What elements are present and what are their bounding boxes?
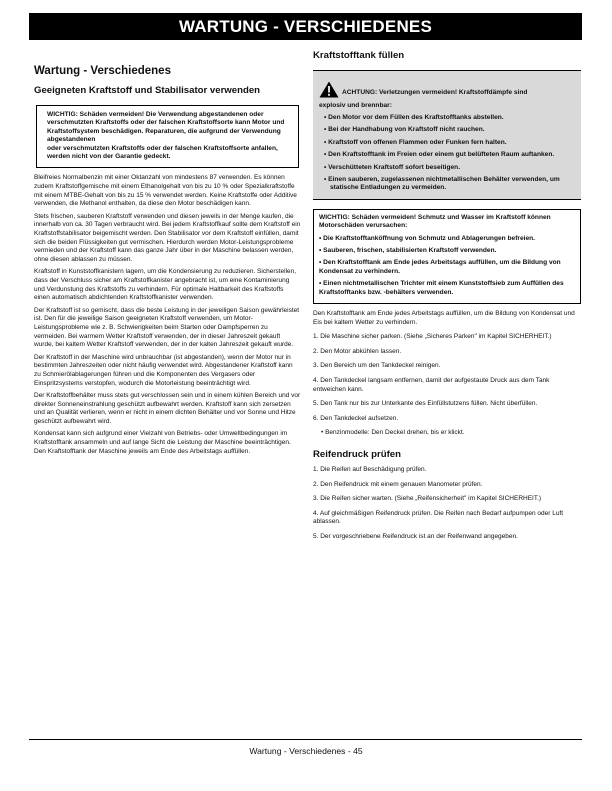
notice-text: • Einen nichtmetallischen Trichter mit einem Kunststoffsieb zum Auffüllen des Kraftstofftanks bzw. -behälters verwenden. — [319, 280, 564, 296]
caution-item: • Den Motor vor dem Füllen des Kraftstofftanks abstellen. — [324, 114, 504, 121]
caution-title: ACHTUNG: Verletzungen vermeiden! Kraftstoffdämpfe sind — [342, 89, 528, 96]
left-column — [34, 50, 301, 456]
step: 5. Den Tank nur bis zur Unterkante des Einfüllstutzens füllen. Nicht überfüllen. — [313, 400, 538, 408]
important-notice-box — [36, 105, 299, 168]
notice-text: WICHTIG: Schäden vermeiden! Schmutz und Wasser im Kraftstoff können Motorschäden verursachen: — [319, 213, 551, 230]
tire-step: 3. Die Reifen sicher warten. (Siehe „Reifensicherheit" im Kapitel SICHERHEIT.) — [313, 495, 542, 503]
caution-title-cont: explosiv und brennbar: — [319, 102, 392, 109]
caution-item: • Verschütteten Kraftstoff sofort beseitigen. — [324, 163, 461, 171]
paragraph: Stets frischen, sauberen Kraftstoff verwenden und diesen jeweils in der Menge kaufen, die innerhalb von ca. 30 Tagen verbraucht wird. Bei jedem Kraftstoffkauf sollte dem Kraftstoff ein Kraftstoffstabilisator beigemischt werden. Den Stabilisator vor dem Kraftstoff einfüllen, damit sich die beiden Flüssigkeiten gut vermischen. Hierdurch werden Motor-Leistungsprobleme vermieden und der Kraftstoff kann das ganze Jahr über in der Maschine belassen werden, ohne diesen ablassen zu müssen. — [34, 212, 301, 263]
section-title: Wartung - Verschiedenes — [34, 65, 171, 77]
step: 3. Den Bereich um den Tankdeckel reinigen. — [313, 362, 441, 370]
page-footer: Wartung - Verschiedenes - 45 — [249, 746, 363, 756]
paragraph: Kondensat kann sich aufgrund einer Vielzahl von Betriebs- oder Umweltbedingungen im Kraftstofftank ansammeln und auf lange Sicht die Leistung der Maschine beeinträchtigen. Den Kraftstofftank der Maschine jeweils am Ende des Arbeitstags auffüllen. — [34, 430, 291, 455]
caution-item: • Einen sauberen, zugelassenen nichtmetallischen Behälter verwenden, um statische Entladungen zu vermeiden. — [324, 176, 560, 192]
caution-list — [319, 114, 575, 193]
paragraph: Bleifreies Normalbenzin mit einer Oktanzahl von mindestens 87 verwenden. Es können zudem Kraftstoffgemische mit einem Ethanolgehalt von bis zu 10 % oder Spezialkraftstoffe mit einem MTBE-Gehalt von bis zu 15 % verwendet werden. Keine Kraftstoffe oder Additive verwenden, die Methanol enthalten, da diese den Motor beschädigen kann. — [34, 174, 297, 208]
tire-step: 4. Auf gleichmäßigen Reifendruck prüfen. Die Reifen nach Bedarf aufpumpen oder Luft ablassen. — [313, 509, 564, 526]
important-notice-box — [313, 209, 581, 304]
step: 4. Den Tankdeckel langsam entfernen, damit der aufgestaute Druck aus dem Tank entweichen kann. — [313, 377, 550, 393]
footer-divider — [29, 739, 582, 740]
right-column — [313, 50, 581, 542]
caution-item: • Den Kraftstofftank im Freien oder einem gut belüfteten Raum auftanken. — [324, 151, 555, 159]
warning-triangle-icon — [319, 81, 339, 98]
notice-text: • Den Kraftstofftank am Ende jedes Arbeitstags auffüllen, um die Bildung von Kondensat zu verhindern. — [319, 259, 561, 275]
tire-step: 5. Der vorgeschriebene Reifendruck ist an der Reifenwand angegeben. — [313, 533, 518, 540]
page-title: WARTUNG - VERSCHIEDENES — [29, 13, 582, 40]
caution-item: • Kraftstoff von offenen Flammen oder Funken fern halten. — [324, 138, 507, 146]
step: 6. Den Tankdeckel aufsetzen. — [313, 414, 399, 422]
tire-step: 1. Die Reifen auf Beschädigung prüfen. — [313, 466, 427, 474]
intro-paragraph: Den Kraftstofftank am Ende jedes Arbeitstags auffüllen, um die Bildung von Kondensat und Eis bei kaltem Wetter zu verhindern. — [313, 310, 575, 326]
notice-text: • Sauberen, frischen, stabilisierten Kraftstoff verwenden. — [319, 247, 497, 255]
paragraph: Kraftstoff in Kunststoffkanistern lagern, um die Kondensierung zu reduzieren. Sicherstellen, dass der Verschluss sicher am Kraftstoffkanister angebracht ist, um eine Kontaminierung und Verdunstung des Kraftstoffs zu verhindern. Für optimale Haltbarkeit des Kraftstoffs einen automatisch abdichtenden Kraftstoffkanister verwenden. — [34, 268, 297, 302]
sub-note: • Benzinmodelle: Den Deckel drehen, bis er klickt. — [321, 429, 465, 437]
notice-text: WICHTIG: Schäden vermeiden! Die Verwendung abgestandenen oder verschmutzten Kraftstoffs oder der falschen Kraftstoffsorte kann Motor und Kraftstoffsystem beschädigen. Reparaturen, die aufgrund der Verwendung abgestandenen — [47, 111, 285, 144]
tire-step: 2. Den Reifendruck mit einem genauen Manometer prüfen. — [313, 480, 483, 488]
fuel-subtitle: Geeigneten Kraftstoff und Stabilisator verwenden — [34, 85, 261, 96]
caution-box — [313, 70, 581, 200]
paragraph: Der Kraftstoff in der Maschine wird unbrauchbar (ist abgestanden), wenn der Motor nur in bestimmten Jahreszeiten oder nicht häufig verwendet wird. Abgestandener Kraftstoff kann zu Schmierölablagerungen führen und die Komponenten des Vergasers oder Einspritzsystems verstopfen, wodurch die Motorleistung beeinträchtigt wird. — [34, 353, 293, 387]
notice-text: oder verschmutzten Kraftstoffs oder der falschen Kraftstoffsorte anfallen, werden nicht von der Garantie gedeckt. — [47, 144, 278, 161]
paragraph: Der Kraftstoffbehälter muss stets gut verschlossen sein und in einem kühlen Bereich und vor direkter Sonneneinstrahlung geschützt aufbewahrt werden. Kraftstoff kann sich zersetzen und an Qualität verlieren, wenn er nicht in einem dichten Behälter und vor Sonne und Hitze geschützt aufbewahrt wird. — [34, 392, 301, 425]
tire-heading: Reifendruck prüfen — [313, 449, 401, 461]
step: 1. Die Maschine sicher parken. (Siehe „Sicheres Parken" im Kapitel SICHERHEIT.) — [313, 333, 552, 341]
paragraph: Der Kraftstoff ist so gemischt, dass die beste Leistung in der jeweiligen Saison gewährleistet ist. Den für die jeweilige Saison geeigneten Kraftstoff verwenden, um Motor-Leistungsprobleme wie z. B. Schwierigkeiten beim Starten oder Dampfsperren zu vermeiden. Bei warmem Wetter Kraftstoff verwenden, der in dieser Jahreszeit gekauft wurde, bei kaltem Wetter Kraftstoff verwenden, der in der kalten Jahreszeit gekauft wurde. — [34, 306, 300, 349]
fuel-tank-heading: Kraftstofftank füllen — [313, 50, 405, 61]
caution-item: • Bei der Handhabung von Kraftstoff nicht rauchen. — [324, 126, 485, 134]
step: 2. Den Motor abkühlen lassen. — [313, 347, 402, 355]
notice-text: • Die Kraftstofftanköffnung von Schmutz und Ablagerungen befreien. — [319, 234, 535, 242]
caution-header — [319, 81, 575, 98]
